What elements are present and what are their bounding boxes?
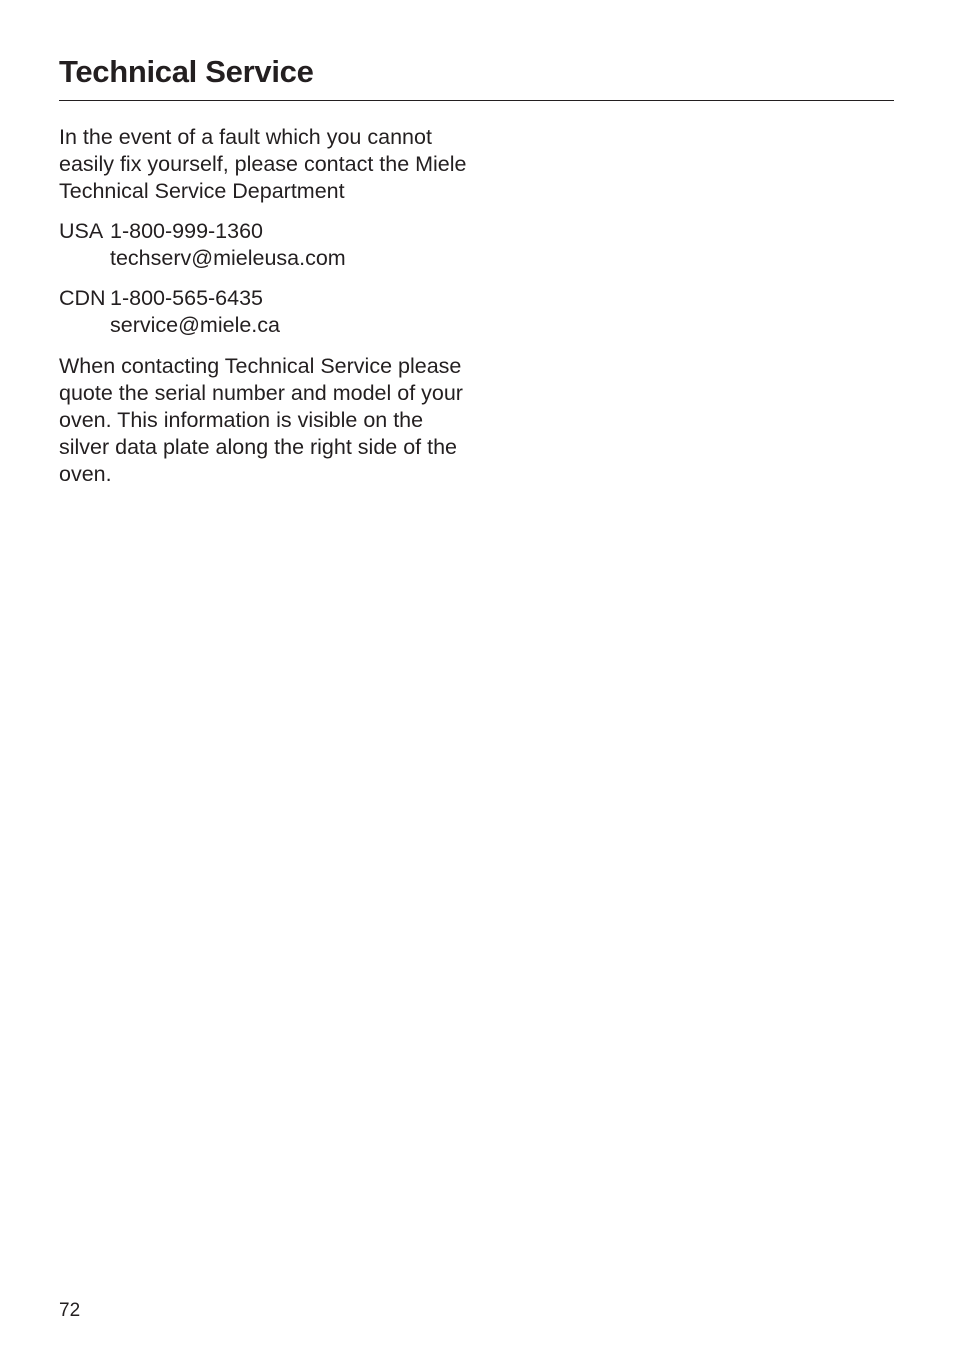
email-cdn[interactable]: service@miele.ca xyxy=(110,313,280,337)
page-title: Technical Service xyxy=(59,54,314,89)
closing-paragraph: When contacting Technical Service please quote the serial number and model of your oven. This information is visible on the silver data plate along the right side of the oven. xyxy=(59,354,463,486)
country-code-usa: USA xyxy=(59,219,104,243)
contact-usa-phone-row xyxy=(59,218,479,245)
contact-cdn xyxy=(59,285,479,339)
email-usa[interactable]: techserv@mieleusa.com xyxy=(110,246,346,270)
contact-cdn-phone-row xyxy=(59,285,479,312)
page-number: 72 xyxy=(59,1300,81,1321)
intro-paragraph: In the event of a fault which you cannot easily fix yourself, please contact the Miele Technical Service Department xyxy=(59,125,467,203)
contact-usa xyxy=(59,218,479,272)
phone-number-usa: 1-800-999-1360 xyxy=(110,219,264,243)
country-code-cdn: CDN xyxy=(59,286,106,310)
title-divider xyxy=(59,100,894,101)
phone-number-cdn: 1-800-565-6435 xyxy=(110,286,264,310)
